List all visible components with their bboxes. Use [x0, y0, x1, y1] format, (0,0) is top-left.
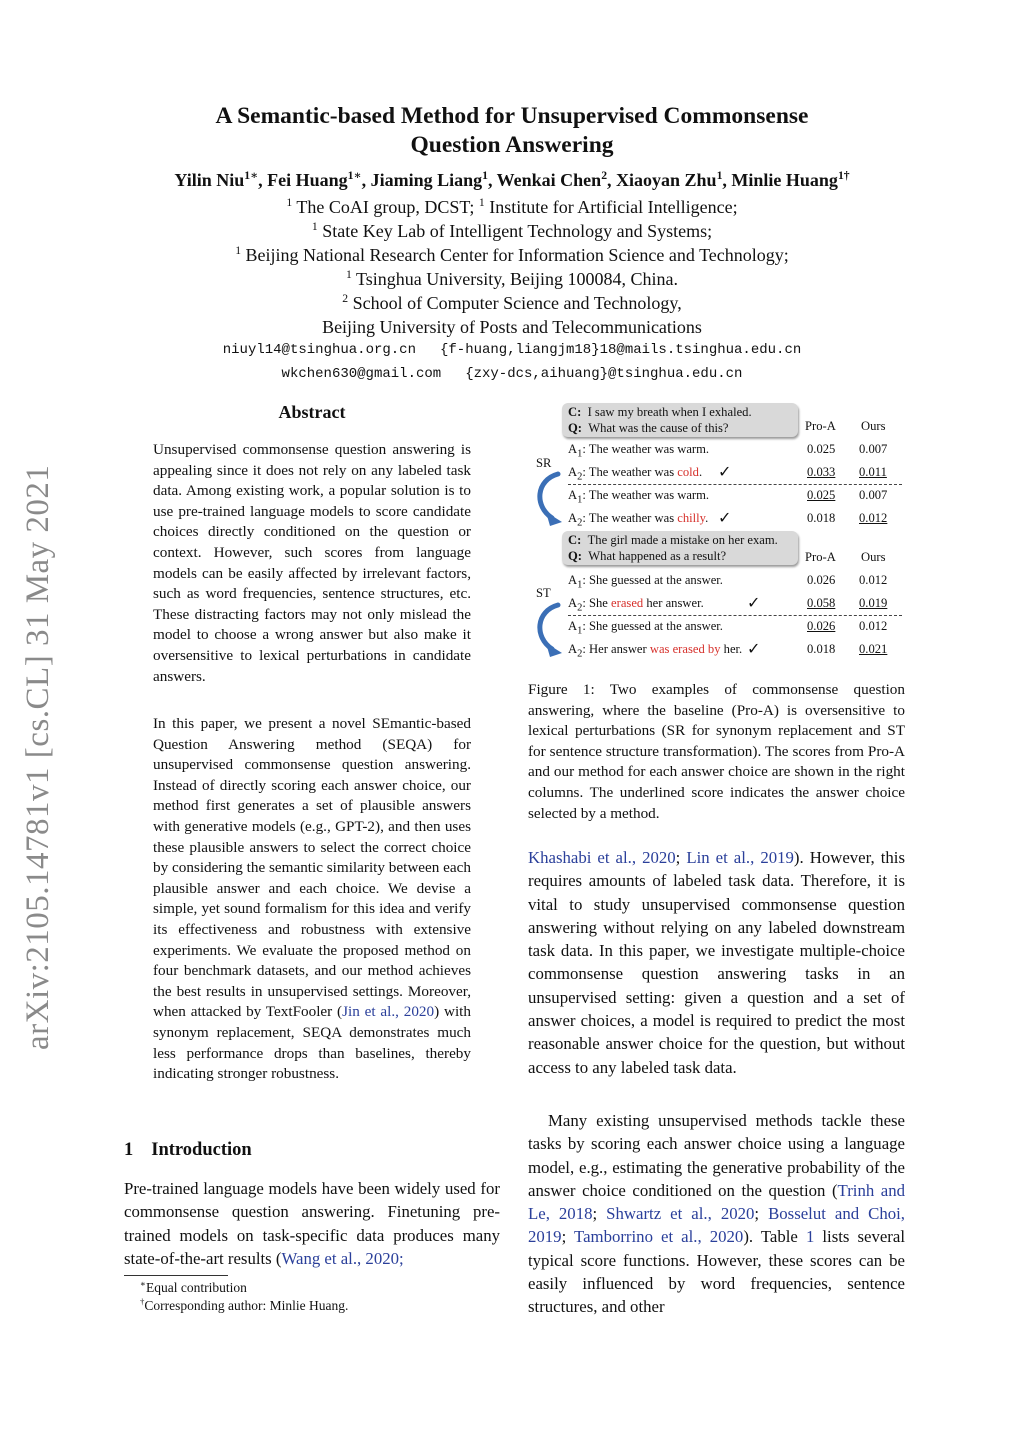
score-pro-a: 0.058: [807, 596, 836, 610]
question-line: Q: What was the cause of this?: [568, 421, 729, 435]
score-ours: 0.011: [859, 465, 887, 479]
intro-paragraph-right-2: Many existing unsupervised methods tackle these tasks by scoring each answer choice using a language model, e.g., estimating the generative probability of the answer choice conditioned on the question (Trinh and Le, 2018; Shwartz et al., 2020; Bosselut and Choi, 2019; Tamborrino et al., 2020). Table 1 lists several typical score functions. However, these scores can be easily influenced by word frequencies, sentence structures, and other: [528, 1111, 906, 1317]
score-ours: 0.021: [859, 642, 888, 656]
answer-choice: $A_2$: Her answer was erased by her.: [568, 642, 743, 660]
check-icon: ✓: [747, 595, 761, 612]
abstract-paragraph-1: Unsupervised commonsense question answering is appealing since it does not rely on any labeled task data. Among existing work, a popular solution is to use pre-trained language models to score candidate choices directly conditioned on the question or context. However, such scores from language models can be easily affected by irrelevant factors, such as word frequencies, sentence structures, etc. These distracting factors may not only mislead the model to choose a wrong answer but also make it oversensitive to lexical perturbations in candidate answers.: [153, 441, 471, 685]
score-pro-a: 0.033: [807, 465, 836, 479]
citation-link[interactable]: Bosselut and Choi, 2019: [528, 1204, 906, 1247]
column-header-pro-a: Pro-A: [805, 419, 836, 433]
citation-link[interactable]: Tamborrino et al., 2020: [573, 1227, 744, 1247]
author: Xiaoyan Zhu$^1$: [616, 169, 723, 190]
citation-link[interactable]: Wang et al., 2020;: [281, 1248, 404, 1268]
figure-1: [528, 400, 908, 665]
citation-link[interactable]: Trinh and Le, 2018: [528, 1180, 905, 1224]
email: {f-huang,liangjm18}18@mails.tsinghua.edu.cn: [439, 342, 802, 358]
footnote-corresponding-author: †Corresponding author: Minlie Huang.: [140, 1296, 349, 1313]
question-line: Q: What happened as a result?: [568, 549, 727, 563]
score-ours: 0.007: [859, 442, 888, 456]
affiliation-line: $^1$ Beijing National Research Center for Information Science and Technology;: [235, 244, 789, 265]
author-list: Yilin Niu$^{1∗}$, Fei Huang$^{1∗}$, Jiaming Liang$^1$, Wenkai Chen$^2$, Xiaoyan Zhu$^1$, Minlie Huang$^{1\dagger}$: [174, 169, 850, 190]
author: Yilin Niu$^{1∗}$: [174, 169, 259, 190]
side-label-st: ST: [536, 586, 551, 600]
score-ours: 0.012: [859, 619, 888, 633]
affiliation-line: $^2$ School of Computer Science and Technology,: [342, 292, 682, 313]
transform-arrow-icon: [532, 601, 568, 657]
affiliation-line: $^1$ State Key Lab of Intelligent Technology and Systems;: [311, 220, 713, 241]
title-line-2: Question Answering: [410, 132, 614, 158]
figure-1-caption: Figure 1: Two examples of commonsense question answering, where the baseline (Pro-A) is oversensitive to lexical perturbations (SR for synonym replacement and ST for sentence structure transformation). The scores from Pro-A and our method for each answer choice are shown in the right columns. The underlined score indicates the answer choice selected by a method.: [528, 681, 905, 822]
score-pro-a: 0.018: [807, 511, 836, 525]
affiliation-line: $^1$ The CoAI group, DCST; $^1$ Institute for Artificial Intelligence;: [286, 196, 738, 217]
answer-choice: $A_1$: The weather was warm.: [568, 442, 710, 460]
abstract-heading: Abstract: [278, 402, 346, 422]
citation-link[interactable]: Shwartz et al., 2020: [606, 1204, 755, 1224]
author: Wenkai Chen$^2$: [496, 169, 608, 190]
affiliations: [0, 195, 1024, 339]
dashed-separator: [568, 484, 902, 485]
side-label-sr: SR: [536, 456, 552, 470]
author: Minlie Huang$^{1\dagger}$: [731, 169, 850, 190]
dashed-separator: [568, 615, 902, 616]
affiliation-line: Beijing University of Posts and Telecommunications: [322, 317, 702, 337]
score-pro-a: 0.026: [807, 573, 836, 587]
answer-choice: $A_1$: She guessed at the answer.: [568, 573, 723, 591]
citation-link[interactable]: Lin et al., 2019: [686, 848, 794, 867]
answer-choice: $A_2$: She erased her answer.: [568, 596, 704, 614]
score-pro-a: 0.025: [807, 488, 836, 502]
affiliation-line: $^1$ Tsinghua University, Beijing 100084, China.: [345, 268, 679, 289]
answer-choice: $A_1$: The weather was warm.: [568, 488, 710, 506]
author: Fei Huang$^{1∗}$: [267, 169, 362, 190]
transform-arrow-icon: [532, 470, 568, 526]
email: niuyl14@tsinghua.org.cn: [222, 342, 416, 358]
author: Jiaming Liang$^1$: [370, 169, 488, 190]
footnote-equal-contribution: ∗Equal contribution: [140, 1278, 247, 1295]
section-heading-introduction: 1 Introduction: [124, 1140, 252, 1160]
column-header-ours: Ours: [861, 550, 886, 564]
answer-choice: $A_2$: The weather was chilly.: [568, 511, 709, 529]
table-reference-link[interactable]: 1: [805, 1227, 815, 1247]
context-line: C: The girl made a mistake on her exam.: [568, 533, 778, 547]
score-pro-a: 0.026: [807, 619, 836, 633]
intro-paragraph-left: Pre-trained language models have been widely used for commonsense question answering. Finetuning pre-trained models on task-specific data produces many state-of-the-art results (Wang et al., 2020;: [124, 1179, 500, 1268]
email: {zxy-dcs,aihuang}@tsinghua.edu.cn: [465, 366, 743, 382]
score-pro-a: 0.025: [807, 442, 836, 456]
check-icon: ✓: [747, 641, 761, 658]
footnote-rule: [124, 1275, 228, 1276]
context-line: C: I saw my breath when I exhaled.: [568, 405, 752, 419]
column-header-ours: Ours: [861, 419, 886, 433]
column-header-pro-a: Pro-A: [805, 550, 836, 564]
title-line-1: A Semantic-based Method for Unsupervised Commonsense: [215, 103, 809, 129]
score-ours: 0.019: [859, 596, 888, 610]
score-pro-a: 0.018: [807, 642, 836, 656]
citation-link[interactable]: Jin et al., 2020: [342, 1003, 435, 1021]
email: wkchen630@gmail.com: [281, 366, 442, 382]
arxiv-identifier: arXiv:2105.14781v1 [cs.CL] 31 May 2021: [20, 464, 56, 1050]
email-row-1: [0, 342, 1024, 358]
paper-title: [0, 102, 1024, 160]
answer-choice: $A_2$: The weather was cold.: [568, 465, 703, 483]
abstract-paragraph-2: In this paper, we present a novel SEmantic-based Question Answering method (SEQA) for unsupervised commonsense question answering. Instead of directly scoring each answer choice, our method first generates a set of plausible answers with generative models (e.g., GPT-2), and then uses these plausible answers to select the correct choice by considering the semantic similarity between each plausible answer and each choice. We devise a simple, yet sound formalism for this idea and verify its effectiveness and robustness with extensive experiments. We evaluate the proposed method on four benchmark datasets, and our method achieves the best results in unsupervised settings. Moreover, when attacked by TextFooler (Jin et al., 2020) with synonym replacement, SEQA demonstrates much less performance drops than baselines, thereby indicating stronger robustness.: [153, 715, 471, 1083]
check-icon: ✓: [718, 510, 732, 527]
answer-choice: $A_1$: She guessed at the answer.: [568, 619, 723, 637]
intro-paragraph-right-1: Khashabi et al., 2020; Lin et al., 2019). However, this requires amounts of labeled task data. Therefore, it is vital to study unsupervised commonsense question answering without relying on any labeled downstream task data. In this paper, we investigate multiple-choice commonsense question answering tasks in an unsupervised setting: given a question and a set of answer choices, a model is required to predict the most reasonable answer choice for the question, but without access to any labeled task data.: [528, 848, 905, 1077]
score-ours: 0.012: [859, 573, 888, 587]
email-row-2: [0, 366, 1024, 382]
score-ours: 0.012: [859, 511, 888, 525]
citation-link[interactable]: Khashabi et al., 2020: [528, 848, 676, 867]
check-icon: ✓: [718, 464, 732, 481]
score-ours: 0.007: [859, 488, 888, 502]
